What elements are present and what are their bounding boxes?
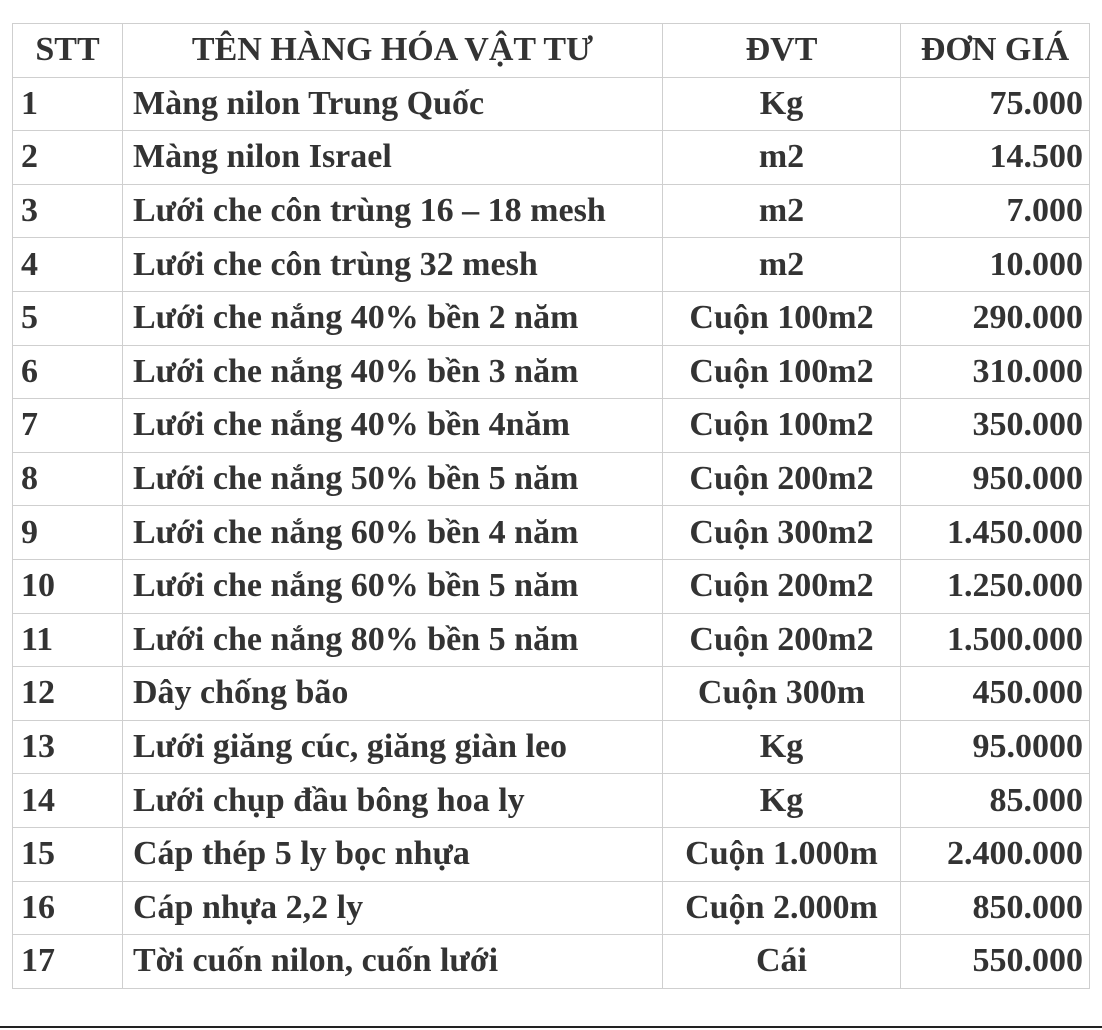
- cell-price: 10.000: [901, 238, 1090, 292]
- table-row: [13, 881, 1090, 935]
- table-row: [13, 291, 1090, 345]
- table-row: [13, 827, 1090, 881]
- cell-product-name: Lưới chụp đầu bông hoa ly: [123, 774, 663, 828]
- cell-product-name: Cáp nhựa 2,2 ly: [123, 881, 663, 935]
- cell-product-name: Lưới che nắng 50% bền 5 năm: [123, 452, 663, 506]
- cell-unit: Cuộn 200m2: [663, 452, 901, 506]
- cell-unit: Cuộn 1.000m: [663, 827, 901, 881]
- header-name: TÊN HÀNG HÓA VẬT TƯ: [123, 24, 663, 78]
- cell-stt: 6: [13, 345, 123, 399]
- cell-unit: Cuộn 100m2: [663, 399, 901, 453]
- cell-price: 7.000: [901, 184, 1090, 238]
- cell-product-name: Tời cuốn nilon, cuốn lưới: [123, 935, 663, 989]
- cell-price: 550.000: [901, 935, 1090, 989]
- cell-price: 1.450.000: [901, 506, 1090, 560]
- table-row: [13, 935, 1090, 989]
- cell-unit: m2: [663, 131, 901, 185]
- cell-stt: 8: [13, 452, 123, 506]
- cell-price: 75.000: [901, 77, 1090, 131]
- cell-product-name: Lưới che côn trùng 32 mesh: [123, 238, 663, 292]
- header-unit: ĐVT: [663, 24, 901, 78]
- cell-stt: 1: [13, 77, 123, 131]
- cell-product-name: Lưới che côn trùng 16 – 18 mesh: [123, 184, 663, 238]
- cell-price: 14.500: [901, 131, 1090, 185]
- cell-price: 350.000: [901, 399, 1090, 453]
- cell-price: 310.000: [901, 345, 1090, 399]
- table-body: [13, 77, 1090, 988]
- cell-product-name: Lưới che nắng 60% bền 5 năm: [123, 559, 663, 613]
- table-row: [13, 774, 1090, 828]
- cell-stt: 5: [13, 291, 123, 345]
- cell-stt: 14: [13, 774, 123, 828]
- table-row: [13, 559, 1090, 613]
- cell-unit: Cuộn 200m2: [663, 613, 901, 667]
- cell-stt: 4: [13, 238, 123, 292]
- table-row: [13, 77, 1090, 131]
- cell-stt: 10: [13, 559, 123, 613]
- cell-unit: Cuộn 100m2: [663, 345, 901, 399]
- table-row: [13, 345, 1090, 399]
- cell-stt: 13: [13, 720, 123, 774]
- header-row: [13, 24, 1090, 78]
- cell-product-name: Lưới che nắng 40% bền 4năm: [123, 399, 663, 453]
- cell-stt: 9: [13, 506, 123, 560]
- cell-product-name: Lưới che nắng 60% bền 4 năm: [123, 506, 663, 560]
- cell-unit: m2: [663, 238, 901, 292]
- cell-unit: Cái: [663, 935, 901, 989]
- cell-price: 1.250.000: [901, 559, 1090, 613]
- table-row: [13, 238, 1090, 292]
- cell-stt: 11: [13, 613, 123, 667]
- cell-unit: Cuộn 2.000m: [663, 881, 901, 935]
- cell-price: 950.000: [901, 452, 1090, 506]
- table-header: [13, 24, 1090, 78]
- cell-product-name: Màng nilon Israel: [123, 131, 663, 185]
- table-row: [13, 184, 1090, 238]
- cell-stt: 2: [13, 131, 123, 185]
- cell-unit: Cuộn 100m2: [663, 291, 901, 345]
- cell-price: 85.000: [901, 774, 1090, 828]
- cell-product-name: Cáp thép 5 ly bọc nhựa: [123, 827, 663, 881]
- cell-unit: Kg: [663, 77, 901, 131]
- cell-product-name: Lưới che nắng 40% bền 2 năm: [123, 291, 663, 345]
- cell-price: 850.000: [901, 881, 1090, 935]
- header-stt: STT: [13, 24, 123, 78]
- cell-unit: m2: [663, 184, 901, 238]
- cell-unit: Cuộn 200m2: [663, 559, 901, 613]
- bottom-divider: [0, 1026, 1102, 1028]
- cell-unit: Cuộn 300m: [663, 667, 901, 721]
- cell-stt: 17: [13, 935, 123, 989]
- cell-unit: Kg: [663, 774, 901, 828]
- cell-product-name: Lưới giăng cúc, giăng giàn leo: [123, 720, 663, 774]
- cell-stt: 3: [13, 184, 123, 238]
- table-row: [13, 131, 1090, 185]
- cell-price: 95.0000: [901, 720, 1090, 774]
- cell-price: 450.000: [901, 667, 1090, 721]
- cell-price: 1.500.000: [901, 613, 1090, 667]
- table-row: [13, 613, 1090, 667]
- cell-unit: Kg: [663, 720, 901, 774]
- table-row: [13, 720, 1090, 774]
- table-row: [13, 399, 1090, 453]
- table-row: [13, 667, 1090, 721]
- header-price: ĐƠN GIÁ: [901, 24, 1090, 78]
- cell-stt: 12: [13, 667, 123, 721]
- cell-product-name: Lưới che nắng 40% bền 3 năm: [123, 345, 663, 399]
- cell-stt: 16: [13, 881, 123, 935]
- cell-price: 290.000: [901, 291, 1090, 345]
- cell-stt: 15: [13, 827, 123, 881]
- table-row: [13, 506, 1090, 560]
- cell-unit: Cuộn 300m2: [663, 506, 901, 560]
- cell-product-name: Màng nilon Trung Quốc: [123, 77, 663, 131]
- cell-product-name: Lưới che nắng 80% bền 5 năm: [123, 613, 663, 667]
- cell-product-name: Dây chống bão: [123, 667, 663, 721]
- table-row: [13, 452, 1090, 506]
- cell-price: 2.400.000: [901, 827, 1090, 881]
- cell-stt: 7: [13, 399, 123, 453]
- price-table: [12, 23, 1090, 989]
